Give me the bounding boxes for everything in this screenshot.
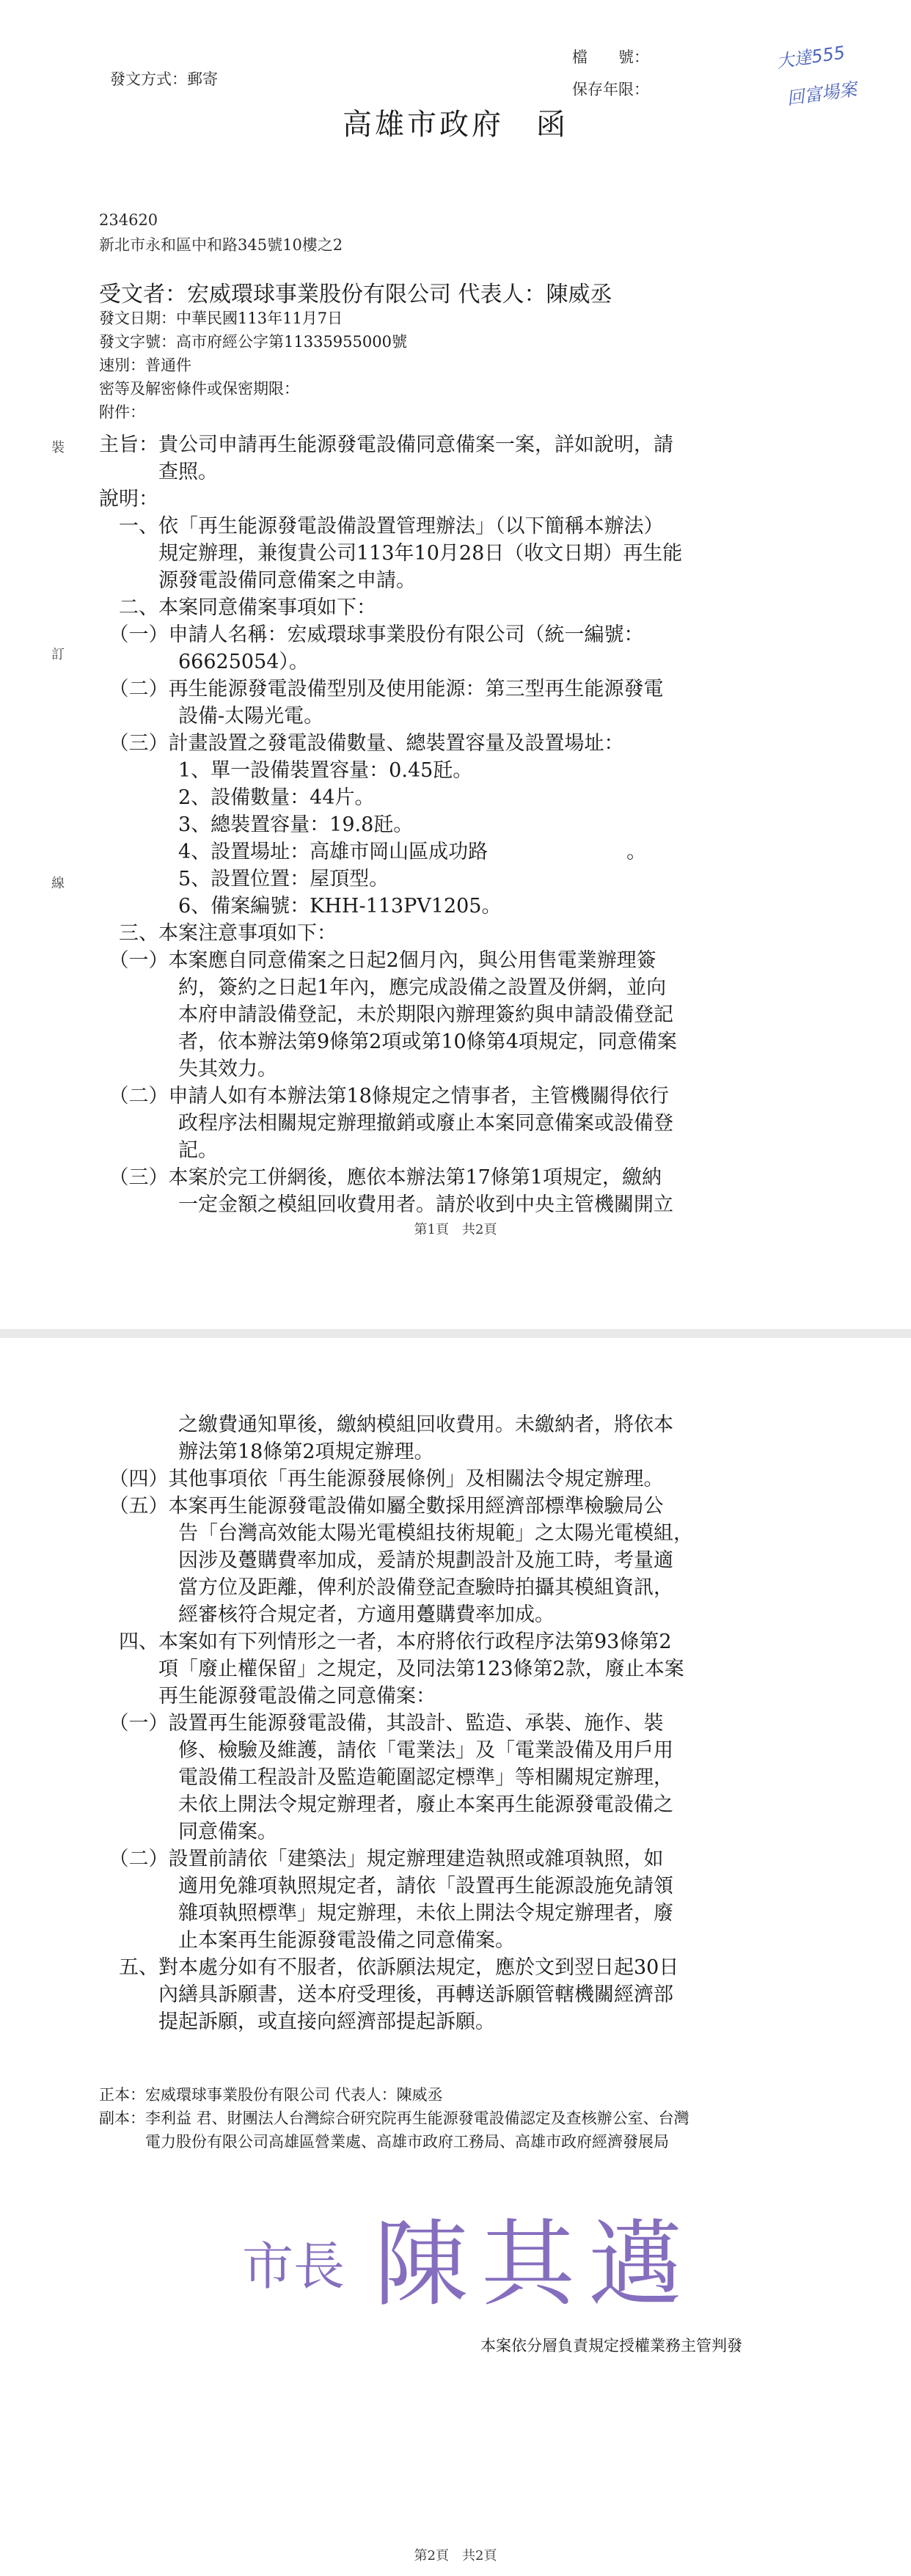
body-line: 提起訴願，或直接向經濟部提起訴願。 (99, 2010, 495, 2033)
page-number: 第2頁 共2頁 (414, 2548, 497, 2564)
body-line: 政程序法相關規定辦理撤銷或廢止本案同意備案或設備登 (99, 1112, 673, 1135)
delegation-note: 本案依分層負責規定授權業務主管判發 (480, 2337, 742, 2354)
body-line: （一）設置再生能源發電設備，其設計、監造、承裝、施作、裝 (99, 1712, 664, 1735)
body-line: （一）申請人名稱：宏威環球事業股份有限公司（統一編號： (99, 623, 644, 646)
body-line: 源發電設備同意備案之申請。 (99, 569, 416, 592)
body-line: 設備-太陽光電。 (99, 705, 324, 728)
body-line: 雜項執照標準」規定辦理，未依上開法令規定辦理者，廢 (99, 1902, 673, 1925)
body-line: 1、單一設備裝置容量：0.45瓩。 (99, 759, 473, 782)
handwritten-note-1: 大達555 (775, 42, 846, 73)
body-line: 因涉及躉購費率加成，爰請於規劃設計及施工時，考量適 (99, 1549, 673, 1572)
page-number: 第1頁 共2頁 (414, 1222, 497, 1237)
confidentiality: 密等及解密條件或保密期限： (99, 380, 299, 398)
body-line: 經審核符合規定者，方適用躉購費率加成。 (99, 1603, 555, 1626)
urgency: 速別：普通件 (99, 356, 191, 374)
body-line: 辦法第18條第2項規定辦理。 (99, 1441, 434, 1463)
mailing-address: 新北市永和區中和路345號10樓之2 (99, 236, 343, 254)
body-line: （四）其他事項依「再生能源發展條例」及相關法令規定辦理。 (99, 1468, 664, 1490)
document-title: 高雄市政府 函 (343, 108, 568, 142)
recipient: 受文者：宏威環球事業股份有限公司 代表人：陳威丞 (99, 282, 612, 307)
carbon-copy: 副本：李利益 君、財團法人台灣綜合研究院再生能源發電設備認定及查核辦公室、台灣 (99, 2110, 689, 2127)
body-line: 一定金額之模組回收費用者。請於收到中央主管機關開立 (99, 1193, 673, 1216)
body-line: （二）設置前請依「建築法」規定辦理建造執照或雜項執照，如 (99, 1848, 664, 1870)
body-line: 2、設備數量：44片。 (99, 786, 375, 809)
body-line: （五）本案再生能源發電設備如屬全數採用經濟部標準檢驗局公 (99, 1495, 664, 1518)
mayor-signature: 陳其邁 (374, 2210, 696, 2319)
body-line: 四、本案如有下列情形之一者，本府將依行政程序法第93條第2 (99, 1631, 672, 1653)
explanation-heading: 說明： (99, 488, 158, 511)
body-line: 本府申請設備登記，未於期限內辦理簽約與申請設備登記 (99, 1003, 673, 1026)
body-line: 告「台灣高效能太陽光電模組技術規範」之太陽光電模組， (99, 1522, 693, 1545)
body-line: 4、設置場址：高雄市岡山區成功路 。 (99, 841, 647, 863)
body-line: 修、檢驗及維護，請依「電業法」及「電業設備及用戶用 (99, 1739, 673, 1762)
body-line: （一）本案應自同意備案之日起2個月內，與公用售電業辦理簽 (99, 949, 656, 972)
send-method: 發文方式：郵寄 (110, 70, 218, 88)
retention-period-label: 保存年限： (572, 81, 649, 98)
body-line: 項「廢止權保留」之規定，及同法第123條第2款，廢止本案 (99, 1658, 684, 1680)
carbon-copy: 電力股份有限公司高雄區營業處、高雄市政府工務局、高雄市政府經濟發展局 (99, 2133, 669, 2151)
file-number-label: 檔 號： (572, 48, 649, 66)
binding-mark-zhuang: 裝 (51, 440, 65, 455)
body-line: 電設備工程設計及監造範圍認定標準」等相關規定辦理， (99, 1766, 673, 1789)
body-line: 二、本案同意備案事項如下： (99, 596, 376, 619)
body-line: 止本案再生能源發電設備之同意備案。 (99, 1929, 515, 1952)
body-line: 3、總裝置容量：19.8瓩。 (99, 813, 414, 836)
page-2-body (99, 1411, 693, 2035)
issue-date: 發文日期：中華民國113年11月7日 (99, 310, 343, 327)
body-line: 之繳費通知單後，繳納模組回收費用。未繳納者，將依本 (99, 1413, 673, 1436)
body-line: （二）申請人如有本辦法第18條規定之情事者，主管機關得依行 (99, 1085, 669, 1108)
body-line: 失其效力。 (99, 1058, 277, 1080)
attachments: 附件： (99, 403, 145, 421)
body-line: 約，簽約之日起1年內，應完成設備之設置及併網，並向 (99, 976, 667, 999)
body-line: 6、備案編號：KHH-113PV1205。 (99, 895, 502, 918)
handwritten-note-2: 回富場案 (785, 78, 858, 109)
body-line: 適用免雜項執照規定者，請依「設置再生能源設施免請領 (99, 1875, 673, 1898)
body-line: 一、依「再生能源發電設備設置管理辦法」（以下簡稱本辦法） (99, 515, 664, 538)
body-line: 同意備案。 (99, 1821, 277, 1843)
body-line: 未依上開法令規定辦理者，廢止本案再生能源發電設備之 (99, 1793, 673, 1816)
subject-line: 主旨：貴公司申請再生能源發電設備同意備案一案，詳如說明，請 (99, 433, 673, 456)
document-meta (99, 307, 407, 424)
body-line: 5、設置位置：屋頂型。 (99, 868, 389, 890)
body-line: 再生能源發電設備之同意備案： (99, 1685, 436, 1708)
document-page-2 (0, 1338, 911, 2576)
body-line: 當方位及距離，俾利於設備登記查驗時拍攝其模組資訊， (99, 1576, 673, 1599)
body-line: 五、對本處分如有不服者，依訴願法規定，應於文到翌日起30日 (99, 1956, 679, 1979)
original-copy: 正本：宏威環球事業股份有限公司 代表人：陳威丞 (99, 2086, 443, 2104)
binding-mark-ding: 訂 (51, 647, 65, 662)
body-line: 者，依本辦法第9條第2項或第10條第4項規定，同意備案 (99, 1031, 677, 1053)
document-number: 發文字號：高市府經公字第11335955000號 (99, 333, 407, 351)
subject-line: 查照。 (99, 461, 218, 483)
postal-code: 234620 (99, 211, 158, 229)
body-line: 規定辦理，兼復貴公司113年10月28日（收文日期）再生能 (99, 542, 683, 565)
body-line: （三）本案於完工併網後，應依本辦法第17條第1項規定，繳納 (99, 1166, 662, 1189)
page-1-body (99, 431, 682, 1218)
body-line: 三、本案注意事項如下： (99, 922, 337, 945)
mayor-title-stamp: 市長 (242, 2236, 345, 2297)
body-line: 66625054）。 (99, 651, 309, 673)
body-line: （三）計畫設置之發電設備數量、總裝置容量及設置場址： (99, 732, 624, 755)
copies-list (99, 2083, 689, 2154)
body-line: （二）再生能源發電設備型別及使用能源：第三型再生能源發電 (99, 678, 664, 700)
binding-mark-xian: 線 (51, 876, 65, 891)
body-line: 記。 (99, 1139, 218, 1162)
body-line: 內繕具訴願書，送本府受理後，再轉送訴願管轄機關經濟部 (99, 1983, 673, 2006)
